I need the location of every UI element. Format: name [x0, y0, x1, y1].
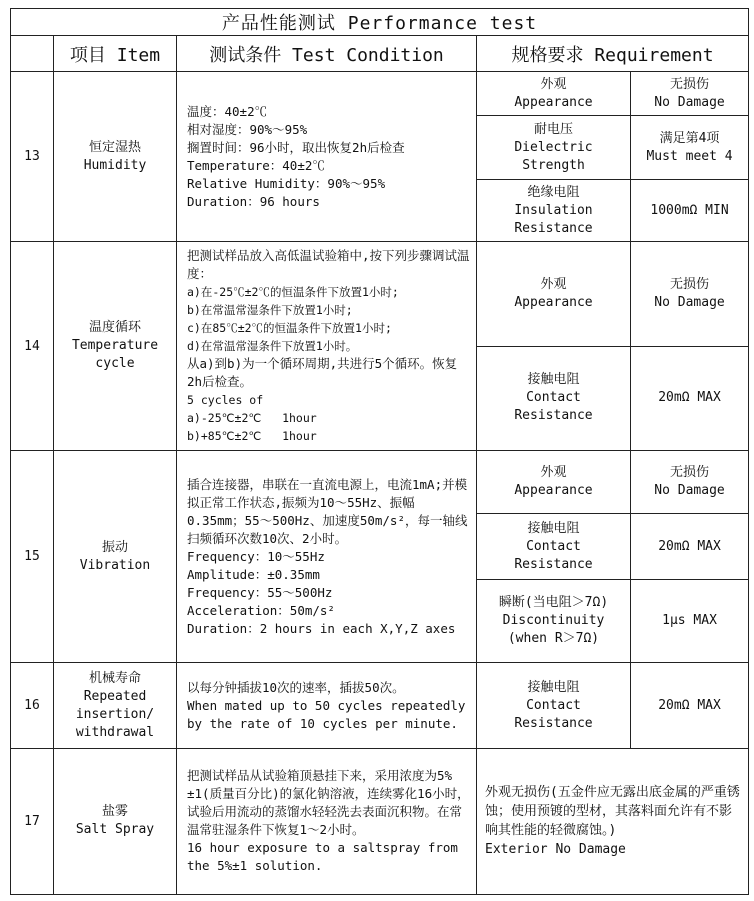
- requirement-label-en: Appearance: [514, 483, 593, 499]
- requirement-value-en: Must meet 4: [646, 148, 733, 164]
- row-number: 17: [11, 748, 54, 894]
- test-item: [54, 450, 177, 662]
- requirement-label-en: Discontinuity: [502, 613, 605, 629]
- requirement-label-cn: 外观: [540, 277, 567, 293]
- requirement-label-en: Contact: [526, 697, 581, 713]
- requirement-text-cn: 外观无损伤(五金件应无露出底金属的严重锈蚀；使用预镀的型材，其落料面允许有不影响其性能的轻微腐蚀。): [485, 785, 740, 839]
- test-condition: [177, 663, 477, 748]
- condition-line: b)+85℃±2℃ 1hour: [187, 429, 317, 444]
- condition-line: 把测试样品放入高低温试验箱中,按下列步骤调试温度：: [187, 248, 470, 282]
- condition-line: 把测试样品从试验箱顶悬挂下来，采用浓度为5%±1(质量百分比)的氯化钠溶液，连续雾化16小时，试验后用流动的蒸馏水轻轻洗去表面沉积物。在常温常驻湿条件下恢复1～2小时。: [187, 768, 470, 838]
- requirement-value: 1μs MAX: [631, 580, 749, 663]
- requirement-label-cn: 绝缘电阻: [527, 184, 580, 200]
- item-name-cn: 盐雾: [101, 804, 128, 820]
- requirement-value-en: No Damage: [654, 94, 725, 110]
- requirement-label-cn: 接触电阻: [527, 679, 580, 695]
- requirement-label-en: Insulation: [514, 202, 593, 218]
- requirement-label-en: Resistance: [514, 556, 593, 572]
- condition-line: 以每分钟插拔10次的速率，插拔50次。: [187, 679, 405, 695]
- condition-line: 搁置时间：96小时，取出恢复2h后检查: [187, 139, 405, 155]
- requirement-label-en: Dielectric: [514, 139, 593, 155]
- condition-line: 插合连接器，串联在一直流电源上，电流1mA;并模拟正常工作状态,振频为10～55Hz、振幅0.35mm；55～500Hz、加速度50m/s²，每一轴线扫频循环次数10次、2小时。: [187, 476, 468, 546]
- header-condition: 测试条件 Test Condition: [177, 36, 477, 72]
- requirement-value-en: No Damage: [654, 483, 725, 499]
- performance-test-table: [10, 8, 749, 895]
- row-number: 14: [11, 242, 54, 450]
- header-blank: [11, 36, 54, 72]
- requirement-label-cn: 瞬断(当电阻＞7Ω): [498, 595, 609, 611]
- requirement-text: [477, 748, 749, 894]
- condition-line: When mated up to 50 cycles repeatedly by the rate of 10 cycles per minute.: [187, 697, 473, 731]
- header-requirement: 规格要求 Requirement: [477, 36, 749, 72]
- requirement-value-en: No Damage: [654, 295, 725, 311]
- requirement-label-en: Strength: [522, 157, 585, 173]
- test-item: [54, 72, 177, 242]
- requirement-value: [631, 72, 749, 116]
- condition-line: Temperature：40±2℃: [187, 157, 325, 173]
- requirement-value: [631, 242, 749, 346]
- item-name-en: Humidity: [83, 157, 147, 173]
- test-condition: [177, 450, 477, 662]
- test-condition: [177, 72, 477, 242]
- condition-line: b)在常温常湿条件下放置1小时;: [187, 303, 353, 318]
- requirement-label-en: Contact: [526, 390, 581, 406]
- condition-line: 相对湿度：90%～95%: [187, 121, 308, 137]
- condition-line: a)-25℃±2℃ 1hour: [187, 411, 317, 426]
- requirement-value-cn: 无损伤: [670, 277, 710, 293]
- requirement-label: [477, 116, 631, 180]
- requirement-value: 20mΩ MAX: [631, 663, 749, 748]
- requirement-label: [477, 242, 631, 346]
- requirement-label: [477, 346, 631, 450]
- item-name-en: Vibration: [79, 557, 151, 573]
- requirement-value: 1000mΩ MIN: [631, 180, 749, 242]
- requirement-label-en: Resistance: [514, 715, 593, 731]
- requirement-label-en: Resistance: [514, 220, 593, 236]
- row-number: 15: [11, 450, 54, 662]
- requirement-value: [631, 450, 749, 513]
- requirement-label: [477, 450, 631, 513]
- requirement-value: 20mΩ MAX: [631, 346, 749, 450]
- condition-line: Frequency：10～55Hz: [187, 548, 325, 564]
- requirement-label: [477, 663, 631, 748]
- requirement-label-cn: 接触电阻: [527, 372, 580, 388]
- requirement-label: [477, 514, 631, 580]
- condition-line: Relative Humidity：90%～95%: [187, 175, 386, 191]
- table-title: 产品性能测试 Performance test: [11, 9, 749, 36]
- test-item: [54, 663, 177, 748]
- test-item: [54, 748, 177, 894]
- condition-line: Duration：2 hours in each X,Y,Z axes: [187, 620, 456, 636]
- condition-line: c)在85℃±2℃的恒温条件下放置1小时;: [187, 321, 392, 336]
- requirement-label-en: Appearance: [514, 94, 593, 110]
- requirement-label-cn: 接触电阻: [527, 520, 580, 536]
- row-number: 16: [11, 663, 54, 748]
- item-name-cn: 温度循环: [88, 320, 141, 336]
- requirement-value-cn: 满足第4项: [659, 130, 720, 146]
- condition-line: 5 cycles of: [187, 393, 264, 408]
- condition-line: Acceleration：50m/s²: [187, 602, 335, 618]
- requirement-text-en: Exterior No Damage: [485, 842, 626, 858]
- test-condition: [177, 242, 477, 450]
- requirement-label-cn: 外观: [540, 76, 567, 92]
- condition-line: Duration：96 hours: [187, 193, 320, 209]
- item-name-en: Temperature cycle: [71, 338, 159, 372]
- condition-line: 从a)到b)为一个循环周期,共进行5个循环。恢复2h后检查。: [187, 356, 458, 390]
- item-name-cn: 振动: [101, 539, 128, 555]
- condition-line: 16 hour exposure to a saltspray from the 5%±1 solution.: [187, 840, 466, 874]
- requirement-label-en: (when R＞7Ω): [507, 631, 600, 647]
- condition-line: a)在-25℃±2℃的恒温条件下放置1小时;: [187, 285, 399, 300]
- requirement-label-en: Resistance: [514, 408, 593, 424]
- requirement-value-cn: 无损伤: [670, 465, 710, 481]
- requirement-label-en: Contact: [526, 538, 581, 554]
- requirement-label-cn: 外观: [540, 465, 567, 481]
- condition-line: Frequency：55～500Hz: [187, 584, 333, 600]
- test-condition: [177, 748, 477, 894]
- requirement-value-cn: 无损伤: [670, 76, 710, 92]
- condition-line: d)在常温常湿条件下放置1小时。: [187, 339, 358, 354]
- requirement-label: [477, 72, 631, 116]
- row-number: 13: [11, 72, 54, 242]
- item-name-cn: 恒定湿热: [88, 139, 141, 155]
- requirement-value: [631, 116, 749, 180]
- item-name-en: Repeated insertion/ withdrawal: [75, 688, 155, 740]
- requirement-label-cn: 耐电压: [533, 121, 573, 137]
- header-item: 项目 Item: [54, 36, 177, 72]
- requirement-label: [477, 580, 631, 663]
- test-item: [54, 242, 177, 450]
- item-name-cn: 机械寿命: [88, 670, 141, 686]
- requirement-value: 20mΩ MAX: [631, 514, 749, 580]
- requirement-label: [477, 180, 631, 242]
- condition-line: Amplitude：±0.35mm: [187, 566, 320, 582]
- condition-line: 温度：40±2℃: [187, 103, 268, 119]
- requirement-label-en: Appearance: [514, 295, 593, 311]
- item-name-en: Salt Spray: [75, 822, 155, 838]
